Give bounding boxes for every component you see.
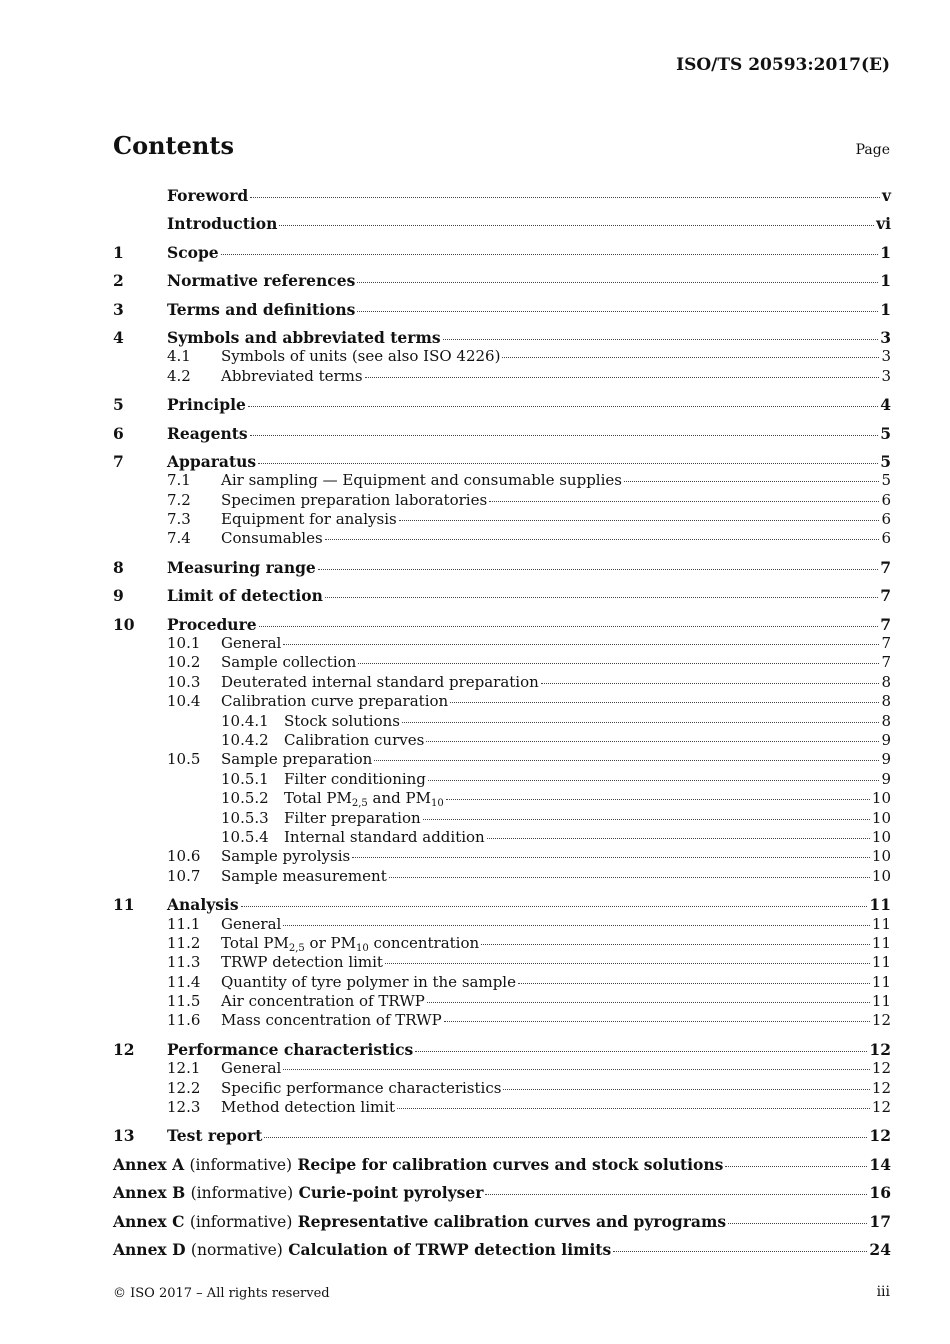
toc-entry-number: 11.3 xyxy=(167,953,201,972)
dot-leader xyxy=(397,1108,870,1109)
toc-entry-page: 10 xyxy=(871,866,891,885)
toc-entry-number: 11.4 xyxy=(167,972,201,991)
toc-entry-number: 12.3 xyxy=(167,1098,201,1117)
dot-leader xyxy=(279,225,874,226)
toc-entry-number: 10.5.2 xyxy=(221,789,269,808)
toc-entry-title: Abbreviated terms xyxy=(221,366,363,385)
toc-entry-title: Normative references xyxy=(167,271,356,291)
toc-entry-title: Mass concentration of TRWP xyxy=(221,1011,442,1030)
dot-leader xyxy=(503,1089,869,1090)
annex-label: Annex A xyxy=(113,1154,185,1174)
toc-entry-number: 8 xyxy=(113,557,124,577)
annex-label: Annex B xyxy=(113,1183,186,1203)
toc-entry-title: Measuring range xyxy=(167,557,316,577)
dot-leader xyxy=(485,1194,867,1195)
toc-entry-page: 3 xyxy=(881,347,891,366)
toc-entry[interactable] xyxy=(113,471,891,490)
toc-entry[interactable] xyxy=(113,828,891,847)
toc-entry-number: 10.7 xyxy=(167,866,201,885)
toc-entry-title: Quantity of tyre polymer in the sample xyxy=(221,972,516,991)
toc-entry-page: 11 xyxy=(871,914,891,933)
toc-entry-page: 5 xyxy=(881,471,891,490)
toc-entry-title: Specimen preparation laboratories xyxy=(221,490,488,509)
toc-entry-title: Introduction xyxy=(167,214,278,234)
toc-entry-number: 9 xyxy=(113,586,124,606)
toc-entry[interactable] xyxy=(113,452,891,471)
toc-entry-number: 3 xyxy=(113,299,124,319)
toc-entry-number: 12 xyxy=(113,1039,135,1059)
dot-leader xyxy=(221,254,879,255)
toc-entry-number: 10.3 xyxy=(167,672,201,691)
toc-entry[interactable] xyxy=(113,847,891,866)
toc-entry[interactable] xyxy=(113,214,891,233)
toc-entry[interactable] xyxy=(113,992,891,1011)
toc-entry-page: 7 xyxy=(881,634,891,653)
dot-leader xyxy=(399,520,880,521)
toc-entry-title: Sample pyrolysis xyxy=(221,847,351,866)
toc-entry[interactable] xyxy=(113,243,891,262)
toc-entry-number: 6 xyxy=(113,423,124,443)
toc-entry-number: 13 xyxy=(113,1126,135,1146)
toc-entry-title: Test report xyxy=(167,1126,263,1146)
toc-entry-title: Filter conditioning xyxy=(284,769,426,788)
toc-entry-page: 7 xyxy=(880,557,891,577)
annex-title: Calculation of TRWP detection limits xyxy=(288,1239,612,1259)
toc-entry-title: Deuterated internal standard preparation xyxy=(221,672,539,691)
toc-entry[interactable] xyxy=(113,424,891,443)
toc-entry-number: 10 xyxy=(113,614,135,634)
toc-entry[interactable] xyxy=(113,692,891,711)
toc-entry-page: 6 xyxy=(881,510,891,529)
dot-leader xyxy=(624,481,879,482)
toc-entry[interactable] xyxy=(113,673,891,692)
toc-entry-number: 7.1 xyxy=(167,471,191,490)
dot-leader xyxy=(502,357,879,358)
toc-entry-title: Internal standard addition xyxy=(284,827,485,846)
toc-entry-number: 11.1 xyxy=(167,914,201,933)
toc-entry[interactable] xyxy=(113,367,891,386)
annex-label: Annex D xyxy=(113,1239,186,1259)
annex-type: (informative) xyxy=(190,1184,294,1203)
dot-leader xyxy=(489,501,879,502)
toc-entry-title: Terms and definitions xyxy=(167,299,356,319)
toc-entry-page: 9 xyxy=(881,730,891,749)
toc-entry-page: 6 xyxy=(881,490,891,509)
toc-entry-title: Analysis xyxy=(167,895,239,915)
document-id: ISO/TS 20593:2017(E) xyxy=(676,55,890,75)
toc-entry-number: 12.1 xyxy=(167,1059,201,1078)
toc-entry[interactable] xyxy=(113,953,891,972)
dot-leader xyxy=(613,1251,867,1252)
toc-entry[interactable] xyxy=(113,186,891,205)
toc-entry-number: 7.2 xyxy=(167,490,191,509)
dot-leader xyxy=(283,925,870,926)
toc-entry-page: 10 xyxy=(871,808,891,827)
dot-leader xyxy=(725,1166,867,1167)
toc-entry[interactable] xyxy=(113,1098,891,1117)
toc-entry-number: 5 xyxy=(113,395,124,415)
toc-entry[interactable] xyxy=(113,770,891,789)
annex-title: Recipe for calibration curves and stock solutions xyxy=(297,1154,724,1174)
toc-entry[interactable] xyxy=(113,895,891,914)
toc-entry[interactable] xyxy=(113,915,891,934)
dot-leader xyxy=(428,780,880,781)
toc-entry-title: Sample measurement xyxy=(221,866,387,885)
toc-entry-page: 11 xyxy=(871,933,891,952)
dot-leader xyxy=(389,877,870,878)
toc-entry-page: 10 xyxy=(871,847,891,866)
toc-entry[interactable] xyxy=(113,491,891,510)
dot-leader xyxy=(358,663,879,664)
dot-leader xyxy=(402,722,879,723)
toc-entry-page: 11 xyxy=(869,895,891,915)
toc-entry-title: Symbols and abbreviated terms xyxy=(167,327,441,347)
dot-leader xyxy=(443,339,879,340)
toc-entry-page: 7 xyxy=(880,586,891,606)
toc-entry-title: Total $PM_{2,5}$ or $PM_{10}$ concentration xyxy=(221,933,480,954)
dot-leader xyxy=(487,838,870,839)
toc-entry-number: 10.5 xyxy=(167,750,201,769)
toc-entry-page: 3 xyxy=(881,366,891,385)
toc-entry-title: Performance characteristics xyxy=(167,1039,414,1059)
toc-entry[interactable] xyxy=(113,934,891,953)
dot-leader xyxy=(250,197,880,198)
toc-entry-page: 12 xyxy=(871,1059,891,1078)
toc-entry-number: 7.4 xyxy=(167,529,191,548)
toc-entry-number: 10.5.4 xyxy=(221,827,269,846)
toc-entry-page: 9 xyxy=(881,769,891,788)
annex-type: (normative) xyxy=(190,1240,283,1259)
page-title: Contents xyxy=(113,131,234,160)
toc-entry-title: General xyxy=(221,634,282,653)
page-number: iii xyxy=(876,1284,890,1300)
toc-entry[interactable] xyxy=(113,1079,891,1098)
toc-entry-number: 11.5 xyxy=(167,992,201,1011)
toc-entry-title: TRWP detection limit xyxy=(221,953,383,972)
toc-annex-entry[interactable] xyxy=(113,1240,891,1259)
toc-entry-number: 11 xyxy=(113,895,135,915)
toc-entry-number: 2 xyxy=(113,271,124,291)
toc-entry-number: 4 xyxy=(113,327,124,347)
dot-leader xyxy=(318,569,878,570)
toc-entry[interactable] xyxy=(113,712,891,731)
toc-entry-number: 10.1 xyxy=(167,634,201,653)
dot-leader xyxy=(450,702,879,703)
toc-entry-number: 10.4.2 xyxy=(221,730,269,749)
toc-annex-entry[interactable] xyxy=(113,1155,891,1174)
dot-leader xyxy=(426,741,879,742)
dot-leader xyxy=(258,463,878,464)
toc-entry[interactable] xyxy=(113,1040,891,1059)
toc-entry-title: General xyxy=(221,1059,282,1078)
toc-entry[interactable] xyxy=(113,558,891,577)
annex-title: Curie-point pyrolyser xyxy=(298,1183,484,1203)
annex-page: 17 xyxy=(869,1211,891,1231)
dot-leader xyxy=(541,683,880,684)
toc-entry-number: 4.2 xyxy=(167,366,191,385)
toc-entry-page: 10 xyxy=(871,827,891,846)
toc-entry-page: 11 xyxy=(871,972,891,991)
dot-leader xyxy=(283,1069,870,1070)
dot-leader xyxy=(259,626,879,627)
toc-entry[interactable] xyxy=(113,634,891,653)
annex-type: (informative) xyxy=(189,1155,293,1174)
toc-annex-entry[interactable] xyxy=(113,1212,891,1231)
annex-type: (informative) xyxy=(189,1212,293,1231)
toc-entry-number: 10.4.1 xyxy=(221,711,269,730)
toc-entry[interactable] xyxy=(113,529,891,548)
toc-entry[interactable] xyxy=(113,1126,891,1145)
toc-entry-page: 1 xyxy=(880,242,891,262)
toc-entry-page: 9 xyxy=(881,750,891,769)
dot-leader xyxy=(481,944,870,945)
dot-leader xyxy=(325,539,880,540)
dot-leader xyxy=(264,1137,867,1138)
copyright-notice: © ISO 2017 – All rights reserved xyxy=(113,1286,330,1301)
toc-entry[interactable] xyxy=(113,586,891,605)
toc-entry[interactable] xyxy=(113,271,891,290)
toc-entry-title: Apparatus xyxy=(167,451,257,471)
toc-entry-title: Consumables xyxy=(221,529,323,548)
toc-entry-page: 12 xyxy=(871,1098,891,1117)
dot-leader xyxy=(374,760,879,761)
toc-entry-title: Total $PM_{2,5}$ and $PM_{10}$ xyxy=(284,789,444,810)
toc-entry-page: vi xyxy=(876,214,891,234)
dot-leader xyxy=(518,983,870,984)
toc-entry-title: Reagents xyxy=(167,423,248,443)
toc-entry-page: 11 xyxy=(871,992,891,1011)
toc-entry-number: 10.6 xyxy=(167,847,201,866)
toc-entry-number: 10.2 xyxy=(167,653,201,672)
annex-page: 24 xyxy=(869,1239,891,1259)
toc-entry-title: Sample preparation xyxy=(221,750,373,769)
dot-leader xyxy=(325,597,878,598)
toc-entry-title: Air sampling — Equipment and consumable supplies xyxy=(221,471,622,490)
toc-entry-page: 7 xyxy=(881,653,891,672)
dot-leader xyxy=(365,377,880,378)
table-of-contents xyxy=(113,186,891,1259)
toc-entry[interactable] xyxy=(113,731,891,750)
toc-entry[interactable] xyxy=(113,328,891,347)
toc-entry-number: 1 xyxy=(113,242,124,262)
dot-leader xyxy=(415,1051,867,1052)
toc-entry-page: 6 xyxy=(881,529,891,548)
toc-entry-title: Symbols of units (see also ISO 4226) xyxy=(221,347,501,366)
toc-entry[interactable] xyxy=(113,615,891,634)
toc-entry-page: 1 xyxy=(880,271,891,291)
toc-entry-page: 5 xyxy=(880,423,891,443)
toc-entry-page: 12 xyxy=(869,1039,891,1059)
toc-entry-page: 10 xyxy=(871,789,891,808)
toc-entry-page: 12 xyxy=(871,1078,891,1097)
toc-entry-title: Sample collection xyxy=(221,653,357,672)
toc-annex-entry[interactable] xyxy=(113,1183,891,1202)
toc-entry-page: 12 xyxy=(871,1011,891,1030)
annex-label: Annex C xyxy=(113,1211,185,1231)
annex-page: 16 xyxy=(869,1183,891,1203)
toc-entry-title: Method detection limit xyxy=(221,1098,396,1117)
toc-entry[interactable] xyxy=(113,789,891,808)
toc-entry-page: 5 xyxy=(880,451,891,471)
dot-leader xyxy=(241,906,868,907)
toc-entry[interactable] xyxy=(113,653,891,672)
toc-entry[interactable] xyxy=(113,510,891,529)
toc-entry-number: 11.2 xyxy=(167,933,201,952)
toc-entry-title: Scope xyxy=(167,242,219,262)
toc-entry[interactable] xyxy=(113,1059,891,1078)
toc-entry-page: 7 xyxy=(880,614,891,634)
toc-entry-page: 3 xyxy=(880,327,891,347)
dot-leader xyxy=(248,406,878,407)
toc-entry-title: General xyxy=(221,914,282,933)
toc-entry-number: 10.5.1 xyxy=(221,769,269,788)
dot-leader xyxy=(352,857,870,858)
toc-entry[interactable] xyxy=(113,867,891,886)
toc-entry-page: 4 xyxy=(880,395,891,415)
annex-title: Representative calibration curves and pyrograms xyxy=(297,1211,727,1231)
toc-entry[interactable] xyxy=(113,347,891,366)
toc-entry-title: Procedure xyxy=(167,614,257,634)
dot-leader xyxy=(423,819,870,820)
dot-leader xyxy=(444,1021,870,1022)
dot-leader xyxy=(446,799,870,800)
toc-entry[interactable] xyxy=(113,750,891,769)
toc-entry-title: Calibration curves xyxy=(284,730,425,749)
toc-entry-number: 7 xyxy=(113,451,124,471)
dot-leader xyxy=(250,435,879,436)
toc-entry-title: Air concentration of TRWP xyxy=(221,992,425,1011)
toc-entry-title: Principle xyxy=(167,395,246,415)
dot-leader xyxy=(357,282,878,283)
dot-leader xyxy=(385,963,870,964)
toc-entry-page: 8 xyxy=(881,672,891,691)
toc-entry[interactable] xyxy=(113,300,891,319)
toc-entry-page: 8 xyxy=(881,692,891,711)
toc-entry-title: Limit of detection xyxy=(167,586,323,606)
toc-entry[interactable] xyxy=(113,1011,891,1030)
page-column-label: Page xyxy=(855,142,890,158)
toc-entry-number: 10.4 xyxy=(167,692,201,711)
dot-leader xyxy=(427,1002,870,1003)
toc-entry-page: v xyxy=(881,186,891,205)
toc-entry-page: 1 xyxy=(880,299,891,319)
toc-entry-title: Equipment for analysis xyxy=(221,510,397,529)
toc-entry-page: 11 xyxy=(871,953,891,972)
toc-entry[interactable] xyxy=(113,809,891,828)
toc-entry-number: 11.6 xyxy=(167,1011,201,1030)
toc-entry-title: Filter preparation xyxy=(284,808,421,827)
toc-entry-number: 7.3 xyxy=(167,510,191,529)
toc-entry-number: 4.1 xyxy=(167,347,191,366)
toc-entry-page: 8 xyxy=(881,711,891,730)
dot-leader xyxy=(357,311,878,312)
toc-entry-title: Stock solutions xyxy=(284,711,400,730)
toc-entry-page: 12 xyxy=(869,1126,891,1146)
dot-leader xyxy=(728,1223,867,1224)
annex-page: 14 xyxy=(869,1154,891,1174)
toc-entry[interactable] xyxy=(113,395,891,414)
toc-entry-title: Foreword xyxy=(167,186,249,205)
toc-entry-number: 10.5.3 xyxy=(221,808,269,827)
toc-entry-title: Calibration curve preparation xyxy=(221,692,449,711)
toc-entry[interactable] xyxy=(113,973,891,992)
dot-leader xyxy=(283,644,879,645)
toc-entry-title: Specific performance characteristics xyxy=(221,1078,502,1097)
toc-entry-number: 12.2 xyxy=(167,1078,201,1097)
